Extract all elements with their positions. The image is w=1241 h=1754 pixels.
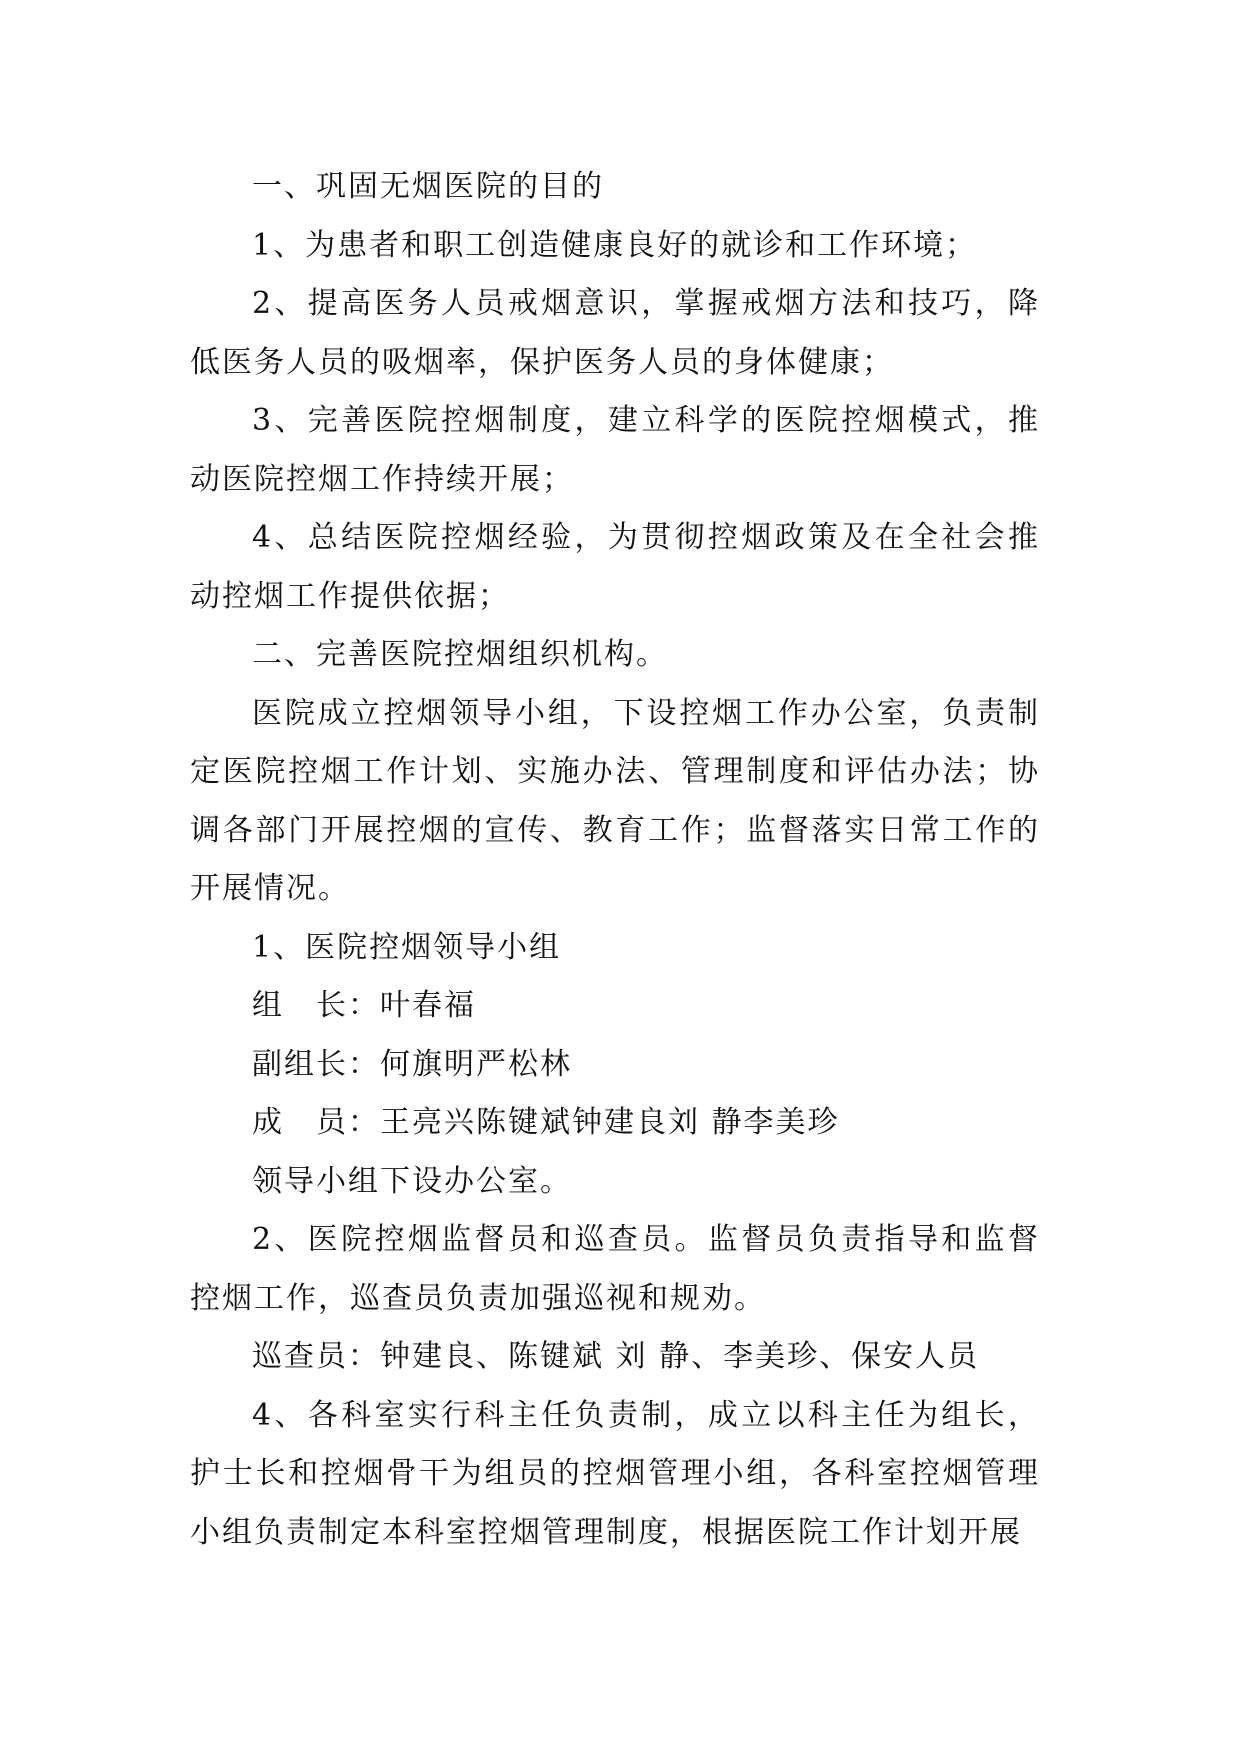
deputy-leader-line: 副组长：何旗明严松林 bbox=[252, 1046, 572, 1082]
supervisors-paragraph: 2、医院控烟监督员和巡查员。监督员负责指导和监督控烟工作，巡查员负责加强巡视和规劝。 bbox=[190, 1222, 1040, 1316]
section-heading-purpose: 一、巩固无烟医院的目的 bbox=[252, 169, 604, 204]
leading-group-heading: 1、医院控烟领导小组 bbox=[252, 929, 562, 965]
department-responsibility-paragraph: 4、各科室实行科主任负责制，成立以科主任为组长，护士长和控烟骨干为组员的控烟管理小组，各科室控烟管理小组负责制定本科室控烟管理制度，根据医院工作计划开展 bbox=[190, 1397, 1040, 1550]
office-note: 领导小组下设办公室。 bbox=[252, 1163, 572, 1199]
purpose-item-1: 1、为患者和职工创造健康良好的就诊和工作环境； bbox=[252, 227, 978, 263]
purpose-item-4: 4、总结医院控烟经验，为贯彻控烟政策及在全社会推动控烟工作提供依据； bbox=[190, 520, 1040, 614]
inspectors-line: 巡查员：钟建良、陈键斌 刘 静、李美珍、保安人员 bbox=[252, 1339, 980, 1374]
organization-description: 医院成立控烟领导小组，下设控烟工作办公室，负责制定医院控烟工作计划、实施办法、管理制度和评估办法；协调各部门开展控烟的宣传、教育工作；监督落实日常工作的开展情况。 bbox=[190, 695, 1040, 906]
purpose-item-2: 2、提高医务人员戒烟意识，掌握戒烟方法和技巧，降低医务人员的吸烟率，保护医务人员的身体健康； bbox=[190, 286, 1040, 380]
section-heading-organization: 二、完善医院控烟组织机构。 bbox=[252, 637, 668, 672]
members-line: 成 员：王亮兴陈键斌钟建良刘 静李美珍 bbox=[252, 1105, 840, 1140]
document-body bbox=[190, 158, 1040, 1562]
group-leader-line: 组 长：叶春福 bbox=[252, 988, 476, 1023]
purpose-item-3: 3、完善医院控烟制度，建立科学的医院控烟模式，推动医院控烟工作持续开展； bbox=[190, 403, 1040, 497]
